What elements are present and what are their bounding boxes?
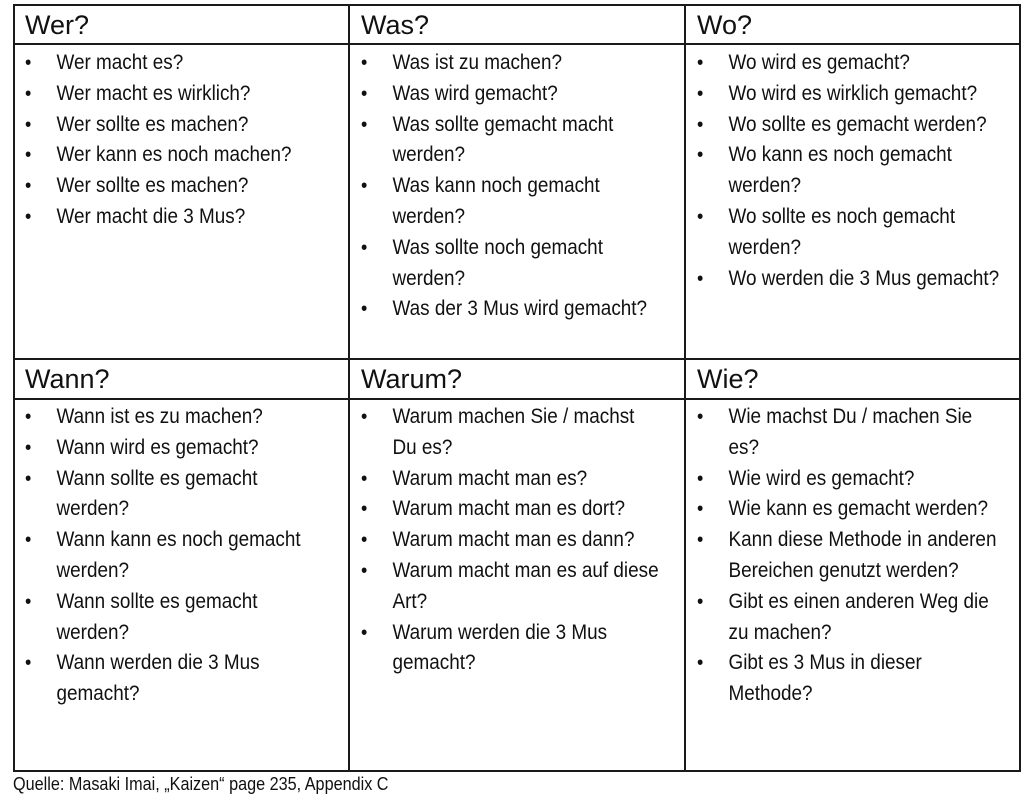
row-divider — [15, 43, 1019, 45]
question-item: • Warum werden die 3 Mus gemacht? — [361, 618, 659, 680]
question-item: • Warum macht man es? — [361, 464, 659, 495]
question-item: • Wann kann es noch gemacht werden? — [25, 525, 329, 587]
cell-wie-list — [697, 402, 999, 710]
question-item: • Gibt es einen anderen Weg die zu machen? — [697, 587, 999, 649]
cell-warum-list — [361, 402, 659, 679]
column-divider — [348, 6, 350, 770]
question-item: • Wann werden die 3 Mus gemacht? — [25, 648, 329, 710]
question-item: • Warum macht man es dann? — [361, 525, 659, 556]
question-item: • Was der 3 Mus wird gemacht? — [361, 294, 659, 325]
question-item: • Wer sollte es machen? — [25, 110, 327, 141]
source-citation: Quelle: Masaki Imai, „Kaizen“ page 235, Appendix C — [13, 774, 389, 794]
header-wie: Wie? — [697, 364, 759, 394]
question-item: • Wo wird es gemacht? — [697, 48, 1003, 79]
header-wann: Wann? — [25, 364, 110, 394]
question-item: • Gibt es 3 Mus in dieser Methode? — [697, 648, 999, 710]
question-item: • Wie machst Du / machen Sie es? — [697, 402, 999, 464]
question-item: • Was ist zu machen? — [361, 48, 659, 79]
question-item: • Wo sollte es gemacht werden? — [697, 110, 1003, 141]
question-item: • Wer macht es? — [25, 48, 327, 79]
question-item: • Was sollte gemacht macht werden? — [361, 110, 659, 172]
question-item: • Wann ist es zu machen? — [25, 402, 329, 433]
question-item: • Was kann noch gemacht werden? — [361, 171, 659, 233]
question-item: • Wer kann es noch machen? — [25, 140, 327, 171]
question-item: • Wie kann es gemacht werden? — [697, 494, 999, 525]
question-item: • Wer sollte es machen? — [25, 171, 327, 202]
question-item: • Wo sollte es noch gemacht werden? — [697, 202, 1003, 264]
question-item: • Was wird gemacht? — [361, 79, 659, 110]
question-item: • Warum machen Sie / machst Du es? — [361, 402, 659, 464]
question-item: • Wann sollte es gemacht werden? — [25, 464, 329, 526]
question-item: • Wer macht es wirklich? — [25, 79, 327, 110]
cell-wann-list — [25, 402, 329, 710]
question-item: • Kann diese Methode in anderen Bereichen genutzt werden? — [697, 525, 999, 587]
cell-wo-list — [697, 48, 1003, 294]
header-wo: Wo? — [697, 10, 753, 40]
question-item: • Warum macht man es auf diese Art? — [361, 556, 659, 618]
header-wer: Wer? — [25, 10, 90, 40]
cell-was-list — [361, 48, 659, 325]
row-divider — [15, 358, 1019, 360]
question-item: • Wo werden die 3 Mus gemacht? — [697, 264, 1003, 295]
header-was: Was? — [361, 10, 430, 40]
question-item: • Wo kann es noch gemacht werden? — [697, 140, 1003, 202]
question-item: • Wann sollte es gemacht werden? — [25, 587, 329, 649]
question-item: • Wo wird es wirklich gemacht? — [697, 79, 1003, 110]
question-item: • Wer macht die 3 Mus? — [25, 202, 327, 233]
header-warum: Warum? — [361, 364, 463, 394]
cell-wer-list — [25, 48, 327, 233]
question-item: • Was sollte noch gemacht werden? — [361, 233, 659, 295]
question-grid — [13, 4, 1021, 772]
question-item: • Warum macht man es dort? — [361, 494, 659, 525]
row-divider — [15, 398, 1019, 400]
question-item: • Wann wird es gemacht? — [25, 433, 329, 464]
question-item: • Wie wird es gemacht? — [697, 464, 999, 495]
column-divider — [684, 6, 686, 770]
